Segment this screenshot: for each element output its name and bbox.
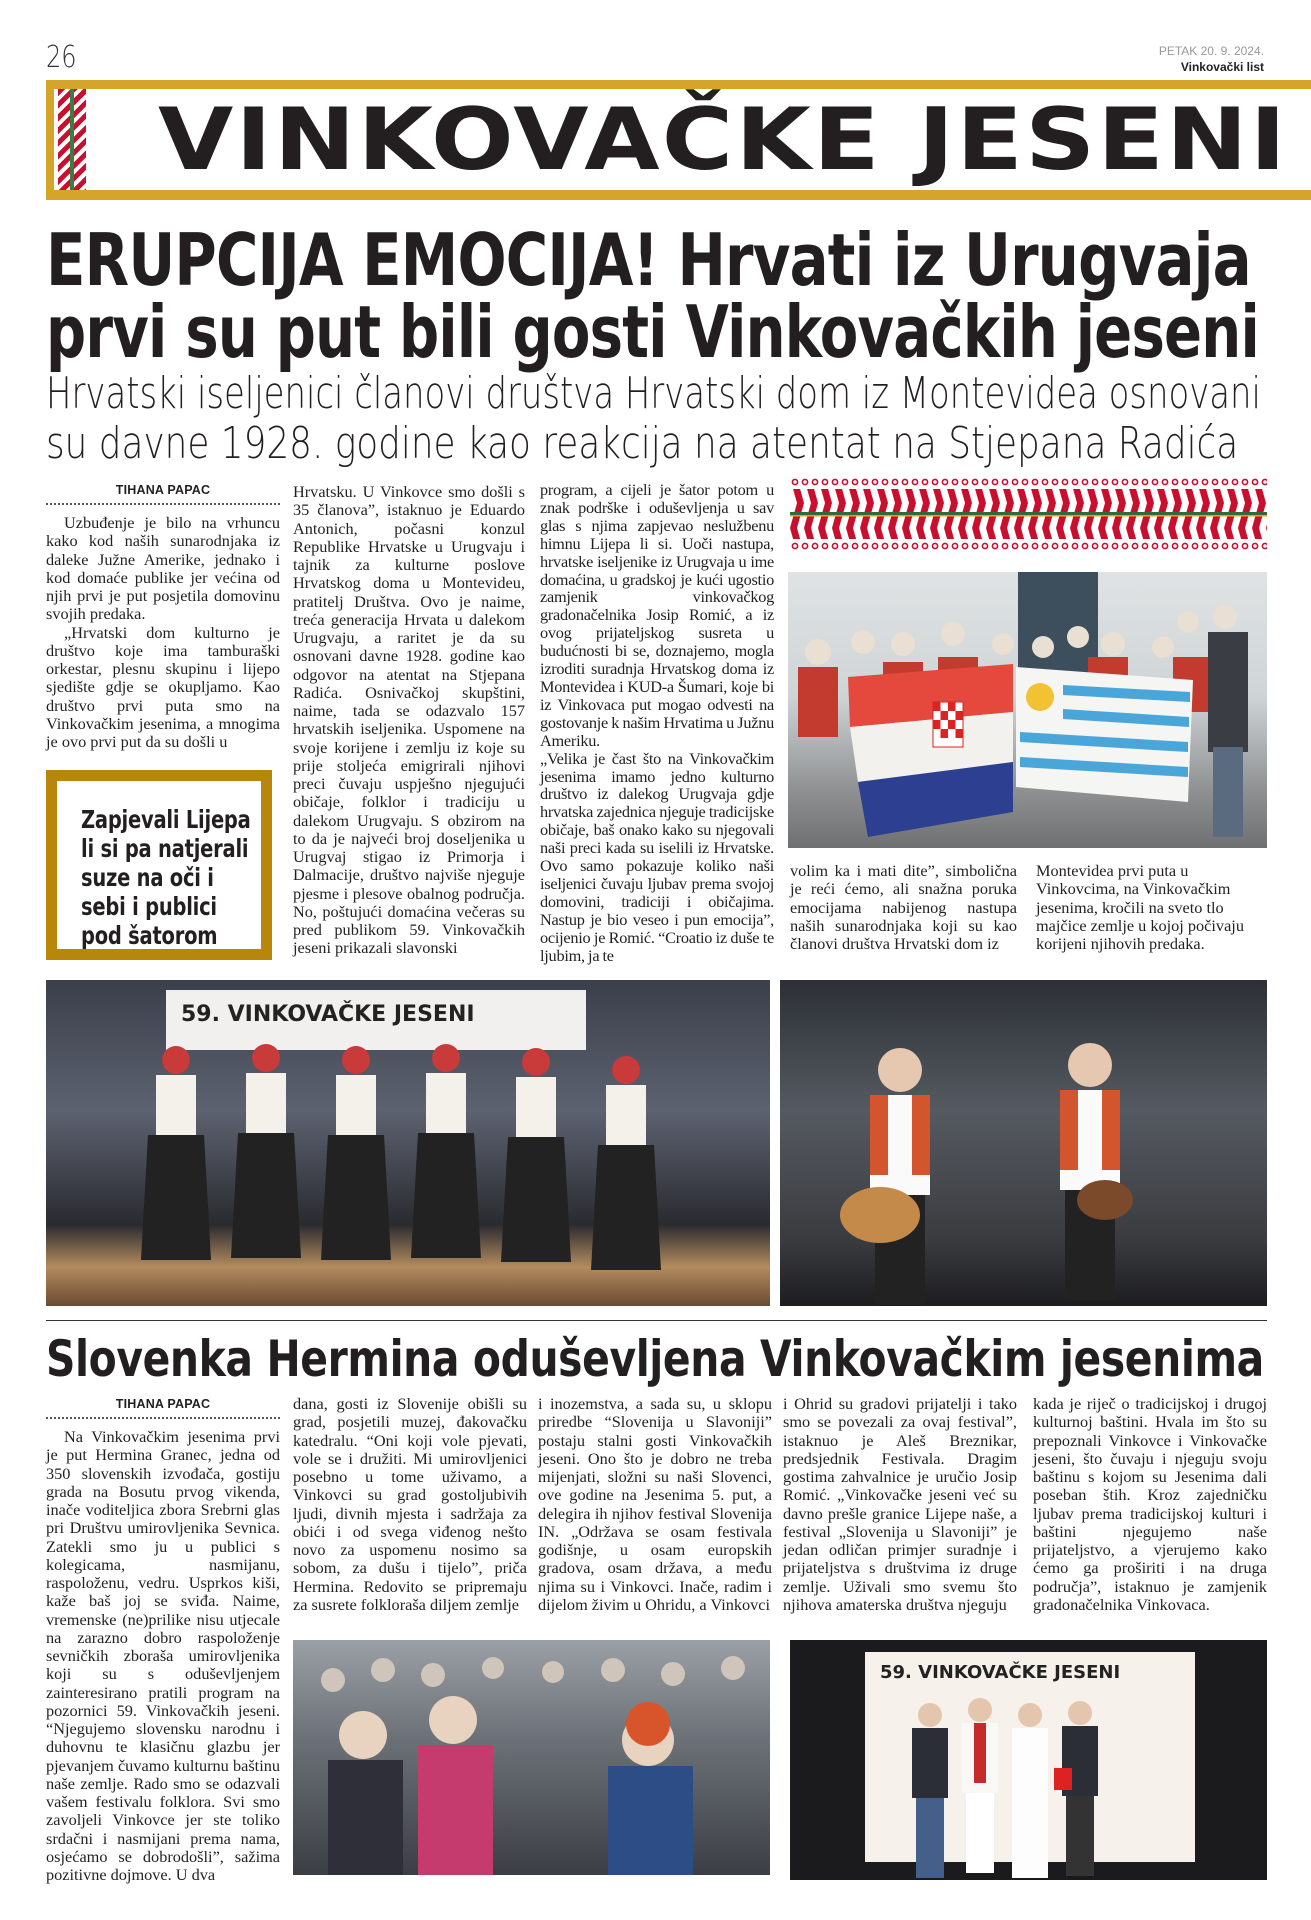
section-divider <box>46 1320 1267 1321</box>
photo-audience <box>293 1640 770 1875</box>
paragraph: Uzbuđenje je bilo na vrhuncu kako kod naših sunarodnjaka iz daleke Južne Amerike, jednako i kod domaće publike jer većina od njih prvi je put posjetila domovinu svojih predaka. <box>46 513 280 624</box>
paragraph: kada je riječ o tradicijskoj i drugoj kulturnoj baštini. Hvala im što su prepoznali Vinkovce i Vinkovačke jeseni, što čuvaju i njeguju svoju baštinu s kojom su Jesenima dali poseban štih. Kroz zajedničku ljubav prema tradicijskoj kulturi i baštini njegujemo naše prijateljstvo, a vjerujemo kako ćemo ga proširiti i na druga područja”, istaknuo je zamjenik gradonačelnika Vinkovaca. <box>1033 1394 1267 1614</box>
paragraph: dana, gosti iz Slovenije obišli su grad, posjetili muzej, đakovačku katedralu. “Oni koji vole pjevati, vole se i družiti. Mi umirovljenici posebno u tome uživamo, a Vinkovci su grad gostoljubivih ljudi, divnih mjesta i sadržaja za obići i od svega viđenog nešto novo za uspomenu nosimo sa sobom, za dušu i tijelo”, priča Hermina. Redovito se pripremaju za susrete folkloraša diljem zemlje <box>293 1394 527 1614</box>
section-title: VINKOVAČKE JESENI <box>158 90 1289 190</box>
group-photo-illustration <box>788 572 1267 848</box>
gold-bar-top <box>46 80 1311 89</box>
paragraph: „Hrvatski dom kulturno je društvo koje ima tamburaški orkestar, plesnu skupinu i lijepo sjedište gdje se okupljamo. Kao društvo prvi puta smo na Vinkovačkim jesenima, a mnogima je ovo prvi put da su došli u <box>46 622 280 751</box>
headline-line-2: prvi su put bili gosti Vinkovačkih jeseni <box>46 290 1259 374</box>
page-number: 26 <box>46 40 77 75</box>
gold-bar-bottom <box>46 190 1311 200</box>
folk-motif-icon <box>58 89 86 190</box>
paragraph: i Ohrid su gradovi prijatelji i tako smo se povezali za ovaj festival”, istaknuo je Aleš Breznikar, predsjednik Festivala. Dragim gostima zahvalnice je uručio Josip Romić. „Vinkovačke jeseni već su davno prešle granice Lijepe naše, a festival „Slovenija u Slavoniji” je jedan odličan primjer suradnje i prijateljstva s društvima iz druge zemlje. Uživali smo svemu što njihova amaterska društva njeguju <box>783 1394 1017 1614</box>
paragraph: Na Vinkovačkim jesenima prvi je put Hermina Granec, jedna od 350 slovenskih izvođača, gostiju grada na Bosutu prvog vikenda, inače voditeljica zbora Srebrni glas pri Društvu umirovljenika Sevnica. Zatekli smo ju u publici s kolegicama, nasmijanu, raspoloženu, vedru. Usprkos kiši, kaže baš joj se sviđa. Naime, vremenske (ne)prilike nisu utjecale na zarazno dobro raspoloženje sevničkih zboraša umirovljenika koji su s oduševljenjem zainteresirano pratili program na pozornici 59. Vinkovačkih jeseni. “Njegujemo slovensku narodnu i duhovnu te klasičnu glazbu jer pjevanjem čuvamo kulturnu baštinu naše zemlje. Rado smo se odazvali vašem festivalu folklora. Svi smo zavoljeli Vinkovce jer ste toliko srdačni i nasmijani prema nama, osjećamo se dobrodošli”, sažima pozitivne dojmove. U dva <box>46 1427 280 1884</box>
article2-headline: Slovenka Hermina oduševljena Vinkovačkim jesenima <box>46 1330 1264 1388</box>
byline: TIHANA PAPAC <box>115 483 211 497</box>
deck-line-2: su davne 1928. godine kao reakcija na atentat na Stjepana Radića <box>46 418 1239 469</box>
newspaper-name: Vinkovački list <box>1180 60 1264 74</box>
paragraph: „Velika je čast što na Vinkovačkim jesenima imamo jedno kulturno društvo iz dalekog Urugvaja gdje hrvatska zajednica njeguje tradicijske običaje, baš onako kako su njegovali naši preci kada su iselili iz Hrvatske. Ovo samo pokazuje koliko naši iseljenici čuvaju ljubav prema svojoj domovini, tradiciji i običajima. Nastup je bio veseo i pun emocija”, ocijenio je Romić. “Croatio iz duše te ljubim, ja te <box>540 748 774 965</box>
pull-quote-box <box>46 770 272 960</box>
article2-column-3 <box>538 1395 772 1614</box>
article1-column-4 <box>790 862 1017 953</box>
paragraph: Montevidea prvi puta u Vinkovcima, na Vinkovačkim jesenima, kročili na sveto tlo majčice zemlje u kojoj počivaju korijeni njihovih predaka. <box>1036 861 1244 953</box>
byline-divider <box>46 1417 280 1419</box>
stage-banner-text: 59. VINKOVAČKE JESENI <box>880 1662 1121 1683</box>
photo-dancers-on-stage <box>46 980 770 1306</box>
article2-column-5 <box>1033 1395 1267 1614</box>
photo-tamburica-players <box>780 980 1267 1306</box>
article2-column-4 <box>783 1395 1017 1614</box>
croatian-flag-icon <box>848 664 1013 837</box>
deck-line-1: Hrvatski iseljenici članovi društva Hrvatski dom iz Montevidea osnovani <box>46 368 1261 419</box>
article2-column-1 <box>46 1428 280 1884</box>
article1-column-2 <box>293 483 525 958</box>
photo-award-ceremony <box>790 1640 1267 1880</box>
ceremony-illustration <box>790 1640 1267 1880</box>
paragraph: Hrvatsku. U Vinkovce smo došli s 35 članova”, istaknuo je Eduardo Antonich, počasni konzul Republike Hrvatske u Urugvaju i tajnik za kulturne poslove Hrvatskog doma u Montevideu, pratitelj Društva. Ovo je naime, treća generacija Hrvata u dalekom Urugvaju, a raritet je da su osnovani davne 1928. godine kao odgovor na atentat na Stjepana Radića. Osnivačkoj skupštini, naime, tada se odazvalo 157 hrvatskih iseljenika. Uspomene na svoje korijene i zemlju iz koje su prije stoljeća emigrirali njihovi preci čuvaju uspješno njegujući običaje, folklor i tradiciju u dalekom Urugvaju. S obzirom na to da je najveći broj doseljenika u Urugvaj stigao iz Primorja i Dalmacije, društvo najviše njeguje pjesme i plesove obalnog područja. No, poštujući domaćina večeras su pred publikom 59. Vinkovačkih jeseni prikazali slavonski <box>293 482 525 958</box>
article1-column-5 <box>1036 862 1267 953</box>
uruguayan-flag-icon <box>1016 667 1193 802</box>
photo-group-with-flags <box>788 572 1267 848</box>
byline-divider <box>46 503 280 505</box>
issue-date: PETAK 20. 9. 2024. <box>1158 44 1264 58</box>
headline-line-1: ERUPCIJA EMOCIJA! Hrvati iz Urugvaja <box>46 218 1251 302</box>
gold-bar-left <box>46 80 54 200</box>
dancers-illustration <box>46 980 770 1306</box>
audience-illustration <box>293 1640 770 1875</box>
paragraph: volim ka i mati dite”, simbolična je reći ćemo, ali snažna poruka emocijama nabijenog nastupa naših sunarodnjaka koji su kao članovi društva Hrvatski dom iz <box>790 861 1017 953</box>
article1-column-3 <box>540 481 774 964</box>
section-banner <box>46 80 1311 200</box>
pull-quote: Zapjevali Lijepa li si pa natjerali suze na oči i sebi i publici pod šatorom <box>81 805 251 950</box>
article1-column-1 <box>46 514 280 751</box>
musicians-illustration <box>780 980 1267 1306</box>
byline: TIHANA PAPAC <box>115 1397 211 1411</box>
paragraph: program, a cijeli je šator potom u znak podrške i oduševljenja u sav glas s njima zapjevao neslužbenu himnu Lijepa li si. Uoči nastupa, hrvatske iseljenike iz Urugvaja u ime domaćina, u gradskoj je kući ugostio zamjenik vinkovačkog gradonačelnika Josip Romić, a iz ovog prijateljskog susreta u budućnosti bi se, doznajemo, mogla izroditi suradnja Hrvatskog doma iz Montevidea i KUD-a Šumari, koje bi iz Vinkovaca put mogao odvesti na gostovanje k našim Hrvatima u Južnu Ameriku. <box>540 480 774 750</box>
article2-column-2 <box>293 1395 527 1614</box>
stage-banner-text: 59. VINKOVAČKE JESENI <box>181 1002 475 1027</box>
folk-ornament-border <box>790 478 1267 550</box>
paragraph: i inozemstva, a sada su, u sklopu priredbe “Slovenija u Slavoniji” postaju stalni gosti Vinkovačkih jeseni. Ono što je dobro ne treba mijenjati, složni su naši Slovenci, ove godine na Jesenima 5. put, a delegira ih njihov festival Slovenija IN. „Održava se osam festivala godišnje, u osam europskih gradova, osam država, a među njima su i Vinkovci. Inače, radim i dijelom živim u Ohridu, a Vinkovci <box>538 1394 772 1614</box>
